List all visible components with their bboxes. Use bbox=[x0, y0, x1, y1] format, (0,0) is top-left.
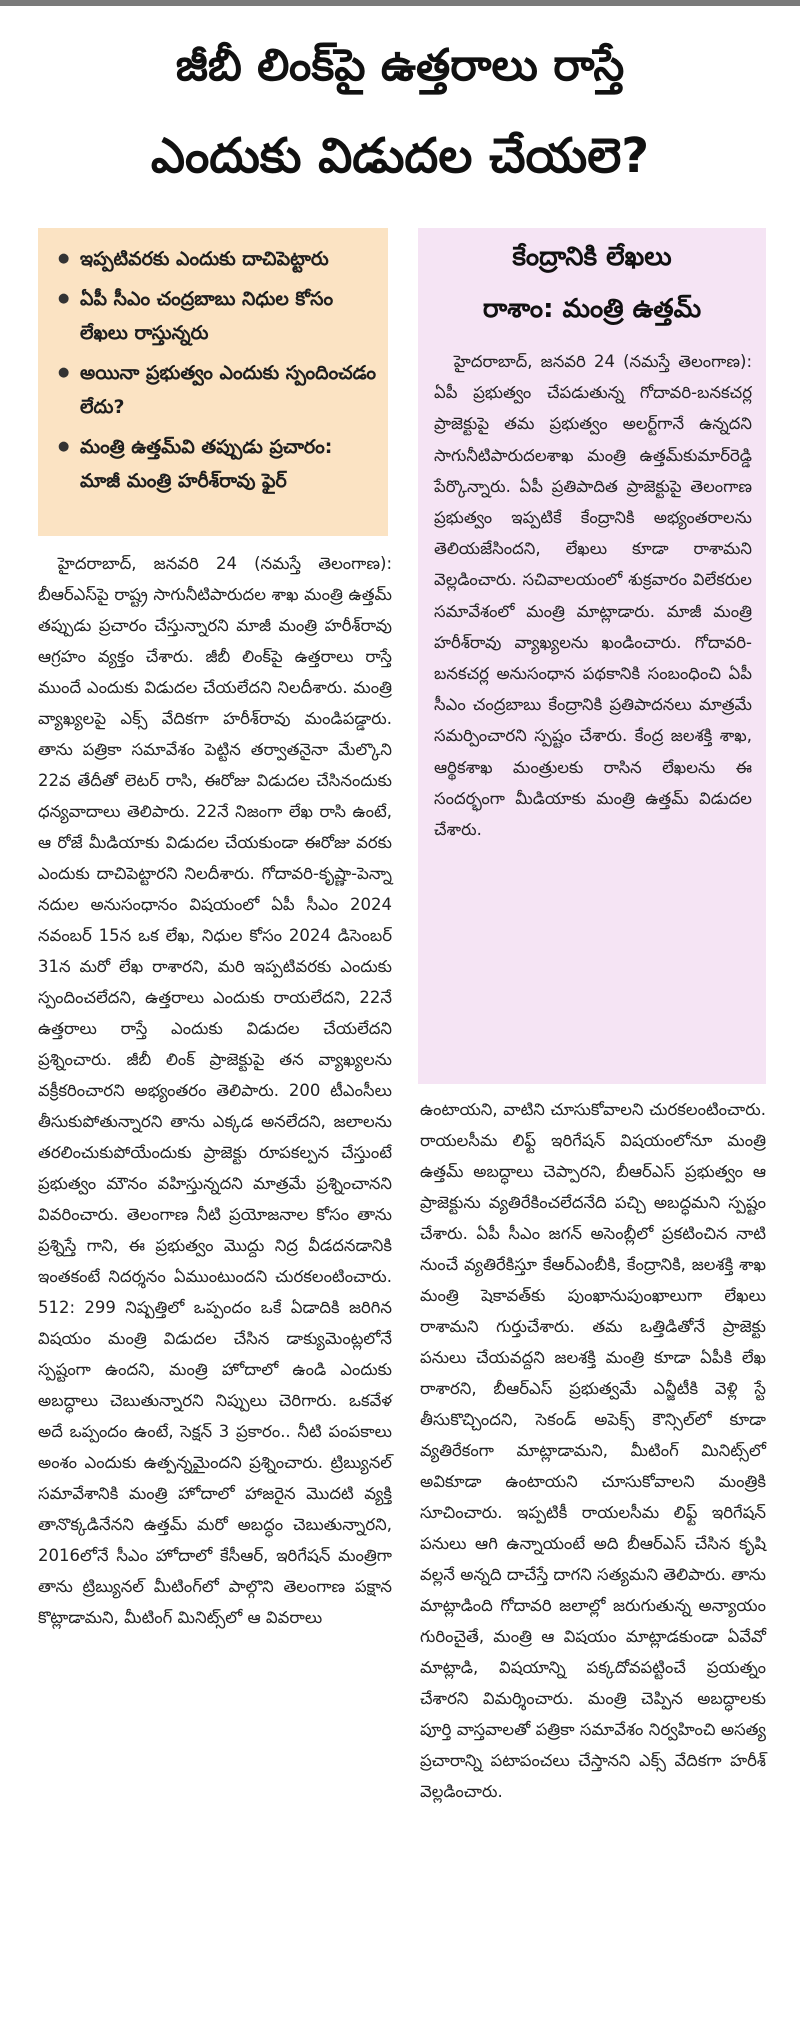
sidebar-subhead-1: కేంద్రానికి లేఖలు bbox=[512, 242, 672, 272]
sidebar-story bbox=[418, 228, 766, 1084]
highlight-item: ● ఇప్పటివరకు ఎందుకు దాచిపెట్టారు bbox=[58, 242, 378, 276]
article-column-left bbox=[38, 548, 392, 1633]
top-rule bbox=[0, 0, 800, 6]
highlights-box bbox=[38, 228, 388, 536]
highlight-item: ● మంత్రి ఉత్తమ్‌వి తప్పుడు ప్రచారం: మాజీ మంత్రి హరీశ్‌రావు ఫైర్ bbox=[58, 430, 378, 498]
headline-line-2: ఎందుకు విడుదల చేయలె? bbox=[150, 128, 650, 184]
sidebar-body bbox=[434, 346, 752, 845]
article-paragraph: హైదరాబాద్, జనవరి 24 (నమస్తే తెలంగాణ): బీఆర్‌ఎస్‌పై రాష్ట్ర సాగునీటిపారుదల శాఖ మంత్రి ఉత్తమ్ తప్పుడు ప్రచారం చేస్తున్నారని మాజీ మంత్రి హరీశ్‌రావు ఆగ్రహం వ్యక్తం చేశారు. జీబీ లింక్‌పై ఉత్తరాలు రాస్తే ముందే ఎందుకు విడుదల చేయలేదని నిలదీశారు. మంత్రి వ్యాఖ్యలపై ఎక్స్ వేదికగా హరీశ్‌రావు మండిపడ్డారు. తాను పత్రికా సమావేశం పెట్టిన తర్వాతనైనా మేల్కొని 22వ తేదీతో లెటర్ రాసి, ఈరోజు విడుదల చేసినందుకు ధన్యవాదాలు తెలిపారు. 22నే నిజంగా లేఖ రాసి ఉంటే, ఆ రోజే మీడియాకు విడుదల చేయకుండా ఈరోజు వరకు ఎందుకు దాచిపెట్టారని నిలదీశారు. గోదావరి-కృష్ణా-పెన్నా నదుల అనుసంధానం విషయంలో ఏపీ సీఎం 2024 నవంబర్ 15న ఒక లేఖ, నిధుల కోసం 2024 డిసెంబర్ 31న మరో లేఖ రాశారని, మరి ఇప్పటివరకు ఎందుకు స్పందించలేదని, ఉత్తరాలు ఎందుకు రాయలేదని, 22నే ఉత్తరాలు రాస్తే ఎందుకు విడుదల చేయలేదని ప్రశ్నించారు. జీబీ లింక్ ప్రాజెక్టుపై తన వ్యాఖ్యలను వక్రీకరించారని అభ్యంతరం తెలిపారు. 200 టీఎంసీలు తీసుకుపోతున్నారని తాను ఎక్కడ అనలేదని, జలాలను తరలించుకుపోయేందుకు ప్రాజెక్టు రూపకల్పన చేస్తుంటే ప్రభుత్వం మౌనం వహిస్తున్నదని మాత్రమే ప్రశ్నించానని వివరించారు. తెలంగాణ నీటి ప్రయోజనాల కోసం తాను ప్రశ్నిస్తే గాని, ఈ ప్రభుత్వం మొద్దు నిద్ర వీడదనడానికి ఇంతకంటే నిదర్శనం ఏముంటుందని చురకలంటించారు. 512: 299 నిష్పత్తిలో ఒప్పందం ఒకే ఏడాదికి జరిగిన విషయం మంత్రి విడుదల చేసిన డాక్యుమెంట్లలోనే స్పష్టంగా ఉందని, మంత్రి హోదాలో ఉండి ఎందుకు అబద్ధాలు చెబుతున్నారని నిప్పులు చెరిగారు. ఒకవేళ అదే ఒప్పందం ఉంటే, సెక్షన్ 3 ప్రకారం.. నీటి పంపకాలు అంశం ఎందుకు ఉత్పన్నమైందని ప్రశ్నించారు. ట్రిబ్యునల్ సమావేశానికి మంత్రి హోదాలో హాజరైన మొదటి వ్యక్తి తానొక్కడినేనని ఉత్తమ్ మరో అబద్ధం చెబుతున్నారని, 2016లోనే సీఎం హోదాలో కేసీఆర్, ఇరిగేషన్ మంత్రిగా తాను ట్రిబ్యునల్ మీటింగ్‌లో పాల్గొని తెలంగాణ పక్షాన కొట్లాడామని, మీటింగ్ మినిట్స్‌లో ఆ వివరాలు bbox=[38, 554, 392, 1627]
article-paragraph: ఉంటాయని, వాటిని చూసుకోవాలని చురకలంటించారు. రాయలసీమ లిఫ్ట్ ఇరిగేషన్ విషయంలోనూ మంత్రి ఉత్తమ్ అబద్ధాలు చెప్పారని, బీఆర్‌ఎస్ ప్రభుత్వం ఆ ప్రాజెక్టును వ్యతిరేకించలేదనేది పచ్చి అబద్ధమని స్పష్టం చేశారు. ఏపీ సీఎం జగన్ అసెంబ్లీలో ప్రకటించిన నాటి నుంచే వ్యతిరేకిస్తూ కేఆర్‌ఎంబీకి, కేంద్రానికి, జలశక్తి శాఖ మంత్రి షెకావత్‌కు పుంఖానుపుంఖాలుగా లేఖలు రాశామని గుర్తుచేశారు. తమ ఒత్తిడితోనే ప్రాజెక్టు పనులు చేయవద్దని జలశక్తి మంత్రి కూడా ఏపీకి లేఖ రాశారని, బీఆర్‌ఎస్ ప్రభుత్వమే ఎన్జీటీకి వెళ్లి స్టే తీసుకొచ్చిందని, సెకండ్ అపెక్స్ కౌన్సిల్‌లో కూడా వ్యతిరేకంగా మాట్లాడామని, మీటింగ్ మినిట్స్‌లో అవికూడా ఉంటాయని చూసుకోవాలని మంత్రికి సూచించారు. ఇప్పటికీ రాయలసీమ లిఫ్ట్ ఇరిగేషన్ పనులు ఆగి ఉన్నాయంటే అది బీఆర్‌ఎస్ చేసిన కృషి వల్లనే అన్నది దాచేస్తే దాగని సత్యమని తెలిపారు. తాను మాట్లాడింది గోదావరి జలాల్లో జరుగుతున్న అన్యాయం గురించైతే, మంత్రి ఆ విషయం మాట్లాడకుండా ఏవేవో మాట్లాడి, విషయాన్ని పక్కదోవపట్టించే ప్రయత్నం చేశారని విమర్శించారు. మంత్రి చెప్పిన అబద్ధాలకు పూర్తి వాస్తవాలతో పత్రికా సమావేశం నిర్వహించి అసత్య ప్రచారాన్ని పటాపంచలు చేస్తానని ఎక్స్ వేదికగా హరీశ్ వెల్లడించారు. bbox=[420, 1100, 766, 1801]
highlight-item: ● అయినా ప్రభుత్వం ఎందుకు స్పందించడం లేదు? bbox=[58, 356, 378, 424]
sidebar-paragraph: హైదరాబాద్, జనవరి 24 (నమస్తే తెలంగాణ): ఏపీ ప్రభుత్వం చేపడుతున్న గోదావరి-బనకచర్ల ప్రాజెక్టుపై తమ ప్రభుత్వం అలర్ట్‌గానే ఉన్నదని సాగునీటిపారుదలశాఖ మంత్రి ఉత్తమ్‌కుమార్‌రెడ్డి పేర్కొన్నారు. ఏపీ ప్రతిపాదిత ప్రాజెక్టుపై తెలంగాణ ప్రభుత్వం ఇప్పటికే కేంద్రానికి అభ్యంతరాలను తెలియజేసిందని, లేఖలు కూడా రాశామని వెల్లడించారు. సచివాలయంలో శుక్రవారం విలేకరుల సమావేశంలో మంత్రి మాట్లాడారు. మాజీ మంత్రి హరీశ్‌రావు వ్యాఖ్యలను ఖండించారు. గోదావరి-బనకచర్ల అనుసంధాన పథకానికి సంబంధించి ఏపీ సీఎం చంద్రబాబు కేంద్రానికి ప్రతిపాదనలు మాత్రమే సమర్పించారని స్పష్టం చేశారు. కేంద్ర జలశక్తి శాఖ, ఆర్థికశాఖ మంత్రులకు రాసిన లేఖలను ఈ సందర్భంగా మీడియాకు మంత్రి ఉత్తమ్ విడుదల చేశారు. bbox=[434, 352, 752, 840]
sidebar-subhead-2: రాశాం: మంత్రి ఉత్తమ్ bbox=[482, 294, 702, 324]
article-column-right bbox=[420, 1094, 766, 1807]
highlights-list bbox=[38, 228, 388, 498]
headline-line-1: జీబీ లింక్‌పై ఉత్తరాలు రాస్తే bbox=[175, 40, 625, 91]
highlight-item: ● ఏపీ సీఎం చంద్రబాబు నిధుల కోసం లేఖలు రాస్తున్నరు bbox=[58, 282, 378, 350]
